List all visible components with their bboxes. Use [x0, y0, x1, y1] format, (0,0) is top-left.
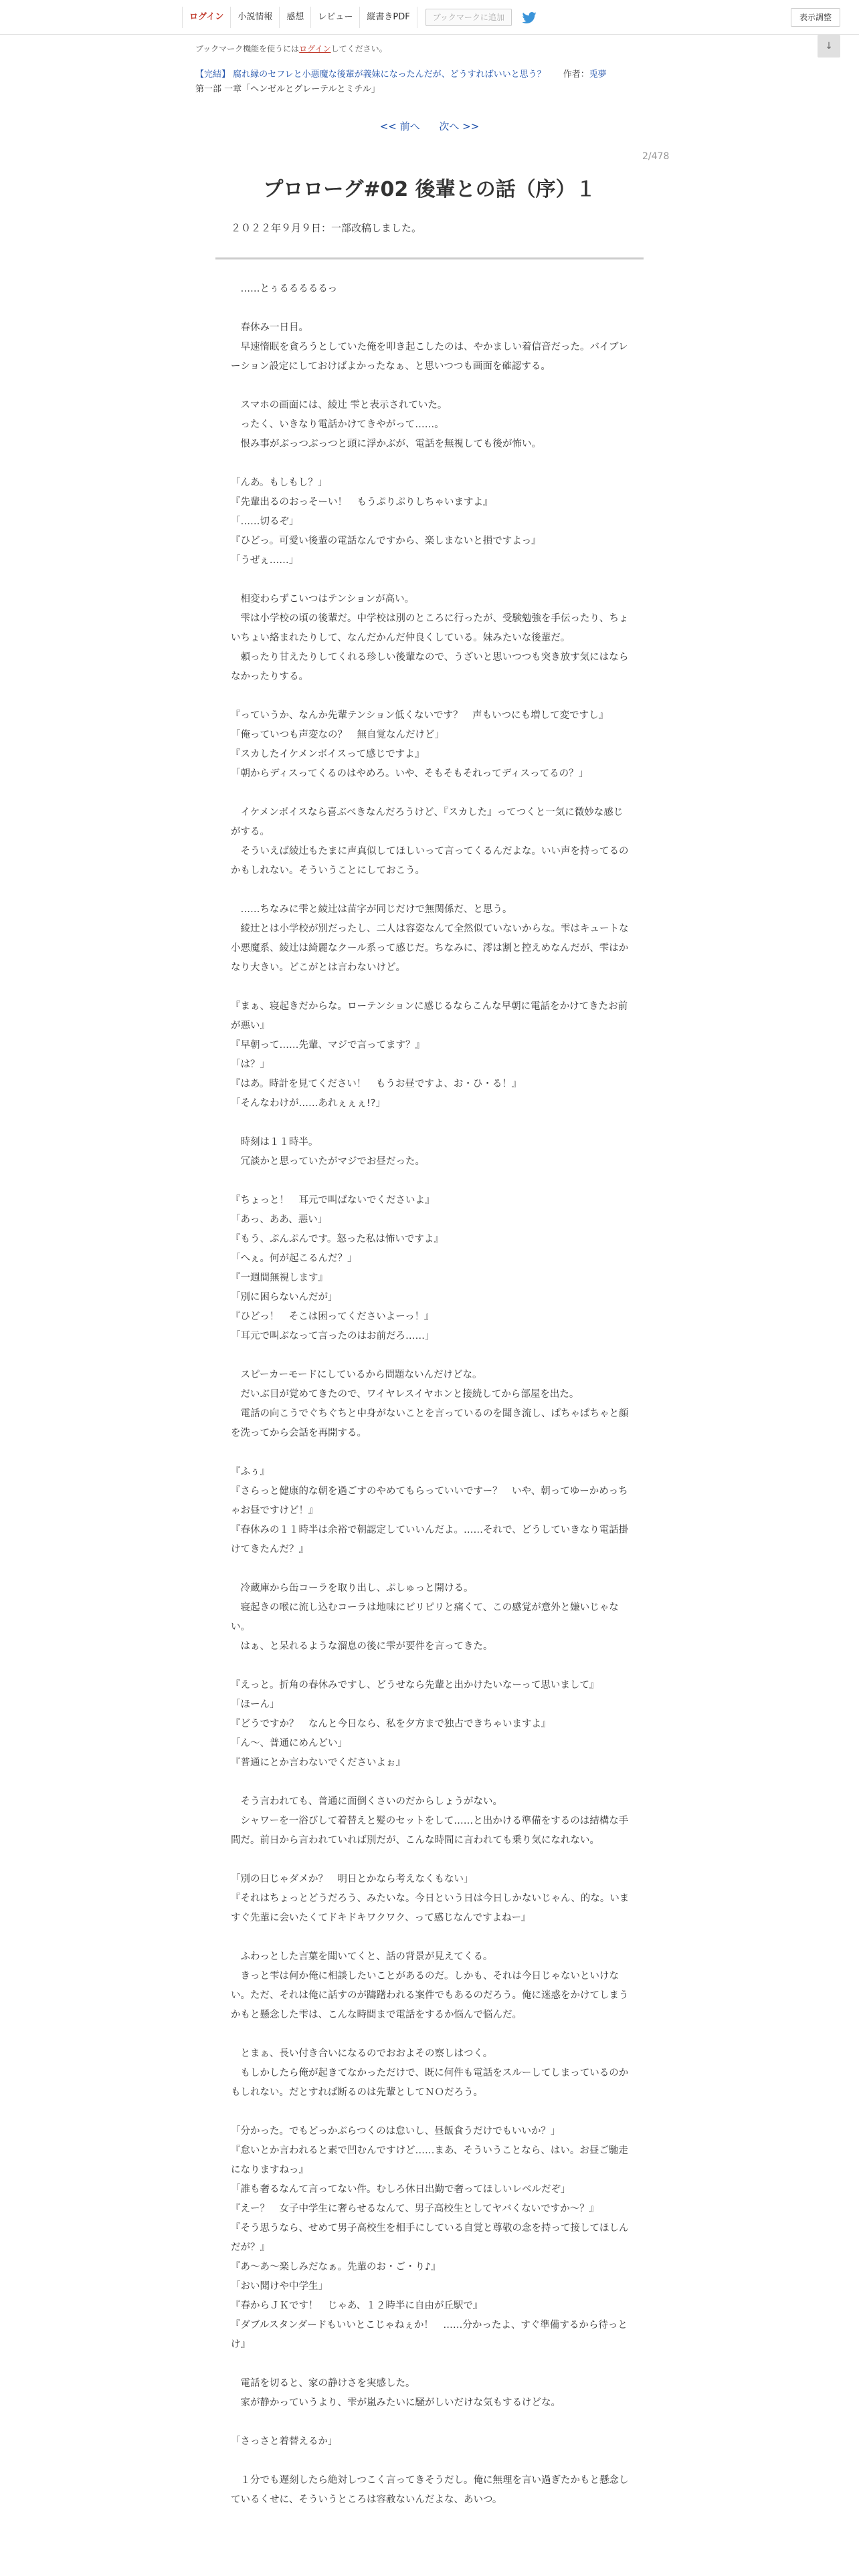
body-line: 『春休みの１１時半は余裕で朝認定していいんだよ。……それで、どうしていきなり電話掛けてきたんだ？』: [231, 1525, 629, 1555]
body-line: ふわっとした言葉を聞いてくと、話の背景が見えてくる。: [231, 1951, 493, 1962]
body-line: [231, 1656, 630, 1676]
body-line: 『先輩出るのおっそーい！ もうぷりぷりしちゃいますよ』: [231, 497, 493, 508]
body-line: 雫は小学校の頃の後輩だ。中学校は別のところに行ったが、受験勉強を手伝ったり、ちょいちょい絡まれたりして、なんだかんだ仲良くしている。妹みたいな後輩だ。: [231, 613, 629, 643]
scroll-down-button[interactable]: [818, 35, 840, 58]
body-line: [231, 1172, 630, 1191]
body-line: [231, 299, 630, 318]
body-line: １分でも遅刻したら絶対しつこく言ってきそうだし。俺に無理を言い過ぎたかもと懸念しているくせに、そういうところは容赦ないんだよな、あいつ。: [231, 2475, 629, 2505]
top-bar: [0, 0, 859, 35]
impressions-link[interactable]: 感想: [280, 7, 311, 28]
body-line: 『もう、ぷんぷんです。怒った私は怖いですよ』: [231, 1234, 444, 1245]
body-line: [231, 2355, 630, 2374]
body-line: 早速惰眠を貪ろうとしていた俺を叩き起こしたのは、やかましい着信音だった。バイブレーション設定にしておけばよかったなぁ、と思いつつも画面を確認する。: [231, 342, 628, 372]
body-line: 「へぇ。何が起こるんだ？」: [231, 1253, 357, 1264]
body-line: [231, 1346, 630, 1366]
chapter-title: 第一部 一章「ヘンゼルとグレーテルとミチル」: [195, 84, 380, 94]
prev-page-link[interactable]: << 前へ: [379, 120, 420, 132]
body-line: [231, 1928, 630, 1947]
arrow-down-icon: ↓: [825, 41, 833, 51]
body-line: 『一週間無視します』: [231, 1273, 328, 1283]
body-line: 「別の日じゃダメか？ 明日とかなら考えなくもない」: [231, 1874, 474, 1885]
body-line: 「は？」: [231, 1059, 270, 1070]
notice-login-link[interactable]: ログイン: [299, 44, 331, 53]
preface-note: ２０２２年９月９日：一部改稿しました。: [231, 222, 422, 234]
notice-suffix: してください。: [330, 44, 387, 53]
body-line: 『えー？ 女子中学生に奢らせるなんて、男子高校生としてヤバくないですか～？』: [231, 2204, 599, 2214]
author-link[interactable]: 兎夢: [589, 70, 607, 80]
body-line: 『スカしたイケメンボイスって感じですよ』: [231, 749, 425, 760]
body-line: 「あっ、ああ、悪い」: [231, 1214, 328, 1225]
novel-title-link[interactable]: 【完結】 腐れ縁のセフレと小悪魔な後輩が義妹になったんだが、どうすればいいと思う？: [195, 70, 546, 80]
body-line: [231, 881, 630, 900]
body-line: 冷蔵庫から缶コーラを取り出し、ぷしゅっと開ける。: [231, 1583, 474, 1594]
body-line: 『怠いとか言われると素で凹むんですけど……まあ、そういうことなら、はい。お昼ご馳走になりますねっ』: [231, 2145, 628, 2175]
body-line: ったく、いきなり電話かけてきやがって……。: [231, 419, 444, 430]
body-line: [231, 1113, 630, 1133]
body-line: スマホの画面には、綾辻 雫と表示されていた。: [231, 400, 448, 411]
body-line: 『どうですか？ なんと今日なら、私を夕方まで独占できちゃいますよ』: [231, 1719, 551, 1729]
body-line: 「おい聞けや中学生」: [231, 2281, 328, 2292]
novel-header: [195, 67, 607, 80]
next-page-link[interactable]: 次へ >>: [439, 120, 480, 132]
body-line: 家が静かっていうより、雫が嵐みたいに騒がしいだけな気もするけどな。: [231, 2397, 561, 2408]
body-line: そういえば綾辻もたまに声真似してほしいって言ってくるんだよな。いい声を持ってるのかもしれない。そういうことにしておこう。: [231, 846, 629, 876]
body-line: 『ダブルスタンダードもいいとこじゃねぇか！ ……分かったよ、すぐ準備するから待っとけ』: [231, 2320, 628, 2350]
body-line: 恨み事がぶっつぶっつと頭に浮かぶが、電話を無視しても後が怖い。: [231, 439, 541, 449]
novel-info-link[interactable]: 小説情報: [231, 7, 280, 28]
body-line: はぁ、と呆れるような溜息の後に雫が要件を言ってきた。: [231, 1641, 493, 1652]
body-line: 「ん～、普通にめんどい」: [231, 1738, 347, 1749]
body-line: 『そう思うなら、せめて男子高校生を相手にしている自覚と尊敬の念を持って接してほしんだが？』: [231, 2223, 629, 2253]
author-label: 作者：: [563, 70, 589, 80]
body-line: ……ちなみに雫と綾辻は苗字が同じだけで無関係だ、と思う。: [231, 904, 512, 915]
body-line: 「分かった。でもどっかぶらつくのは怠いし、昼飯食うだけでもいいか？」: [231, 2126, 561, 2137]
body-line: [231, 1850, 630, 1870]
body-line: [231, 2103, 630, 2122]
body-line: [231, 687, 630, 706]
vertical-pdf-link[interactable]: 縦書きPDF: [360, 7, 417, 28]
body-line: [231, 978, 630, 997]
body-line: 『まぁ、寝起きだからな。ローテンションに感じるならこんな早朝に電話をかけてきたお前が悪い』: [231, 1001, 628, 1031]
body-line: 『ひどっ。可愛い後輩の電話なんですから、楽しまないと損ですよっ』: [231, 536, 541, 546]
body-line: 「うぜぇ……」: [231, 555, 299, 566]
body-line: スピーカーモードにしているから問題ないんだけどな。: [231, 1370, 482, 1380]
body-line: 『っていうか、なんか先輩テンション低くないです？ 声もいつにも増して変ですし』: [231, 710, 609, 721]
review-link[interactable]: レビュー: [311, 7, 360, 28]
body-line: そう言われても、普通に面倒くさいのだからしょうがない。: [231, 1796, 502, 1807]
body-line: 『ふぅ』: [231, 1467, 270, 1477]
body-line: 綾辻とは小学校が別だったし、二人は容姿なんて全然似ていないからな。雫はキュートな小悪魔系、綾辻は綺麗なクール系って感じだ。ちなみに、澪は割と控えめなんだが、雫はかなり大きい。どこがとは言わないけど。: [231, 924, 629, 973]
body-line: 『普通にとか言わないでくださいよぉ』: [231, 1757, 405, 1768]
body-line: 寝起きの喉に流し込むコーラは地味にピリピリと痛くて、この感覚が意外と嫌いじゃない。: [231, 1602, 619, 1632]
display-settings-button[interactable]: 表示調整: [791, 8, 840, 27]
body-line: 『はあ。時計を見てください！ もうお昼ですよ、お・ひ・る！』: [231, 1079, 522, 1089]
body-line: [231, 2025, 630, 2044]
body-line: 「別に困らないんだが」: [231, 1292, 338, 1303]
body-line: 時刻は１１時半。: [231, 1137, 318, 1148]
novel-body: [231, 280, 630, 2510]
body-line: 春休み一日目。: [231, 322, 308, 333]
body-line: 電話の向こうでぐちぐちと中身がないことを言っているのを聞き流し、ぱちゃぱちゃと顔を洗ってから会話を再開する。: [231, 1408, 629, 1438]
body-line: [231, 1773, 630, 1792]
body-line: 『それはちょっとどうだろう、みたいな。今日という日は今日しかないじゃん、的な。いますぐ先輩に会いたくてドキドキワクワク、って感じなんですよねー』: [231, 1893, 630, 1923]
body-line: 「んあ。もしもし？」: [231, 477, 328, 488]
pager: [0, 119, 859, 133]
body-line: 「耳元で叫ぶなって言ったのはお前だろ……」: [231, 1331, 435, 1341]
body-line: 「さっさと着替えるか」: [231, 2436, 338, 2447]
body-line: 「そんなわけが……あれぇぇぇ!?」: [231, 1098, 386, 1109]
page-count: 2/478: [642, 151, 670, 162]
body-line: 『さらっと健康的な朝を過ごすのやめてもらっていいですー？ いや、朝ってゆーかめっちゃお昼ですけど！』: [231, 1486, 628, 1516]
notice-prefix: ブックマーク機能を使うには: [195, 44, 300, 53]
body-line: 『ひどっ！ そこは困ってくださいよーっ！』: [231, 1311, 434, 1322]
body-line: 頼ったり甘えたりしてくれる珍しい後輩なので、うざいと思いつつも突き放す気にはならなかったりする。: [231, 652, 629, 682]
body-line: [231, 454, 630, 473]
body-line: 「……切るぞ」: [231, 516, 299, 527]
body-line: 「誰も奢るなんて言ってない件。むしろ休日出勤で奢ってほしいレベルだぞ」: [231, 2184, 571, 2195]
body-line: [231, 2452, 630, 2471]
body-line: [231, 377, 630, 396]
body-line: 『えっと。折角の春休みですし、どうせなら先輩と出かけたいなーって思いまして』: [231, 1680, 599, 1691]
body-line: [231, 1443, 630, 1463]
body-line: とまぁ、長い付き合いになるのでおおよその察しはつく。: [231, 2048, 493, 2059]
body-line: 冗談かと思っていたがマジでお昼だった。: [231, 1156, 425, 1167]
body-line: 『ちょっと！ 耳元で叫ばないでくださいよ』: [231, 1195, 435, 1206]
login-link[interactable]: ログイン: [182, 7, 231, 28]
twitter-bird-icon[interactable]: [520, 9, 539, 25]
body-line: イケメンボイスなら喜ぶべきなんだろうけど、『スカした』ってつくと一気に微妙な感じがする。: [231, 807, 624, 837]
body-line: 「俺っていつも声変なの？ 無自覚なんだけど」: [231, 730, 444, 740]
body-line: 電話を切ると、家の静けさを実感した。: [231, 2378, 415, 2389]
body-line: ……とぅるるるるるっ: [231, 284, 338, 294]
body-line: 「朝からディスってくるのはやめろ。いや、そもそもそれってディスってるの？」: [231, 768, 589, 779]
body-line: 『あ～あ～楽しみだなぁ。先輩のお・ご・り♪』: [231, 2262, 441, 2272]
divider: [215, 257, 644, 259]
bookmark-notice: [195, 43, 387, 54]
body-line: [231, 570, 630, 590]
body-line: [231, 1560, 630, 1579]
body-line: [231, 784, 630, 803]
body-line: シャワーを一浴びして着替えと髪のセットをして……と出かける準備をするのは結構な手間だ。前日から言われていれば別だが、こんな時間に言われても乗り気になれない。: [231, 1816, 629, 1846]
body-line: もしかしたら俺が起きてなかっただけで、既に何件も電話をスルーしてしまっているのかもしれない。だとすれば断るのは先輩としてＮＯだろう。: [231, 2068, 629, 2098]
body-line: きっと雫は何か俺に相談したいことがあるのだ。しかも、それは今日じゃないといけない。ただ、それは俺に話すのが躊躇われる案件でもあるのだろう。俺に迷惑をかけてしまうかもと懸念した雫は、こんな時間まで電話をするか悩んで悩んだ。: [231, 1971, 629, 2020]
body-line: 相変わらずこいつはテンションが高い。: [231, 594, 415, 605]
add-bookmark-button[interactable]: ブックマークに追加: [425, 9, 512, 26]
body-line: 『早朝って……先輩、マジで言ってます？』: [231, 1040, 425, 1051]
top-nav: [182, 7, 539, 28]
body-line: 「ほーん」: [231, 1699, 280, 1710]
body-line: だいぶ目が覚めてきたので、ワイヤレスイヤホンと接続してから部屋を出た。: [231, 1389, 579, 1400]
episode-title: プロローグ#02 後輩との話（序）１: [263, 178, 596, 201]
body-line: 『春からＪＫです！ じゃあ、１２時半に自由が丘駅で』: [231, 2300, 483, 2311]
body-line: [231, 2413, 630, 2432]
